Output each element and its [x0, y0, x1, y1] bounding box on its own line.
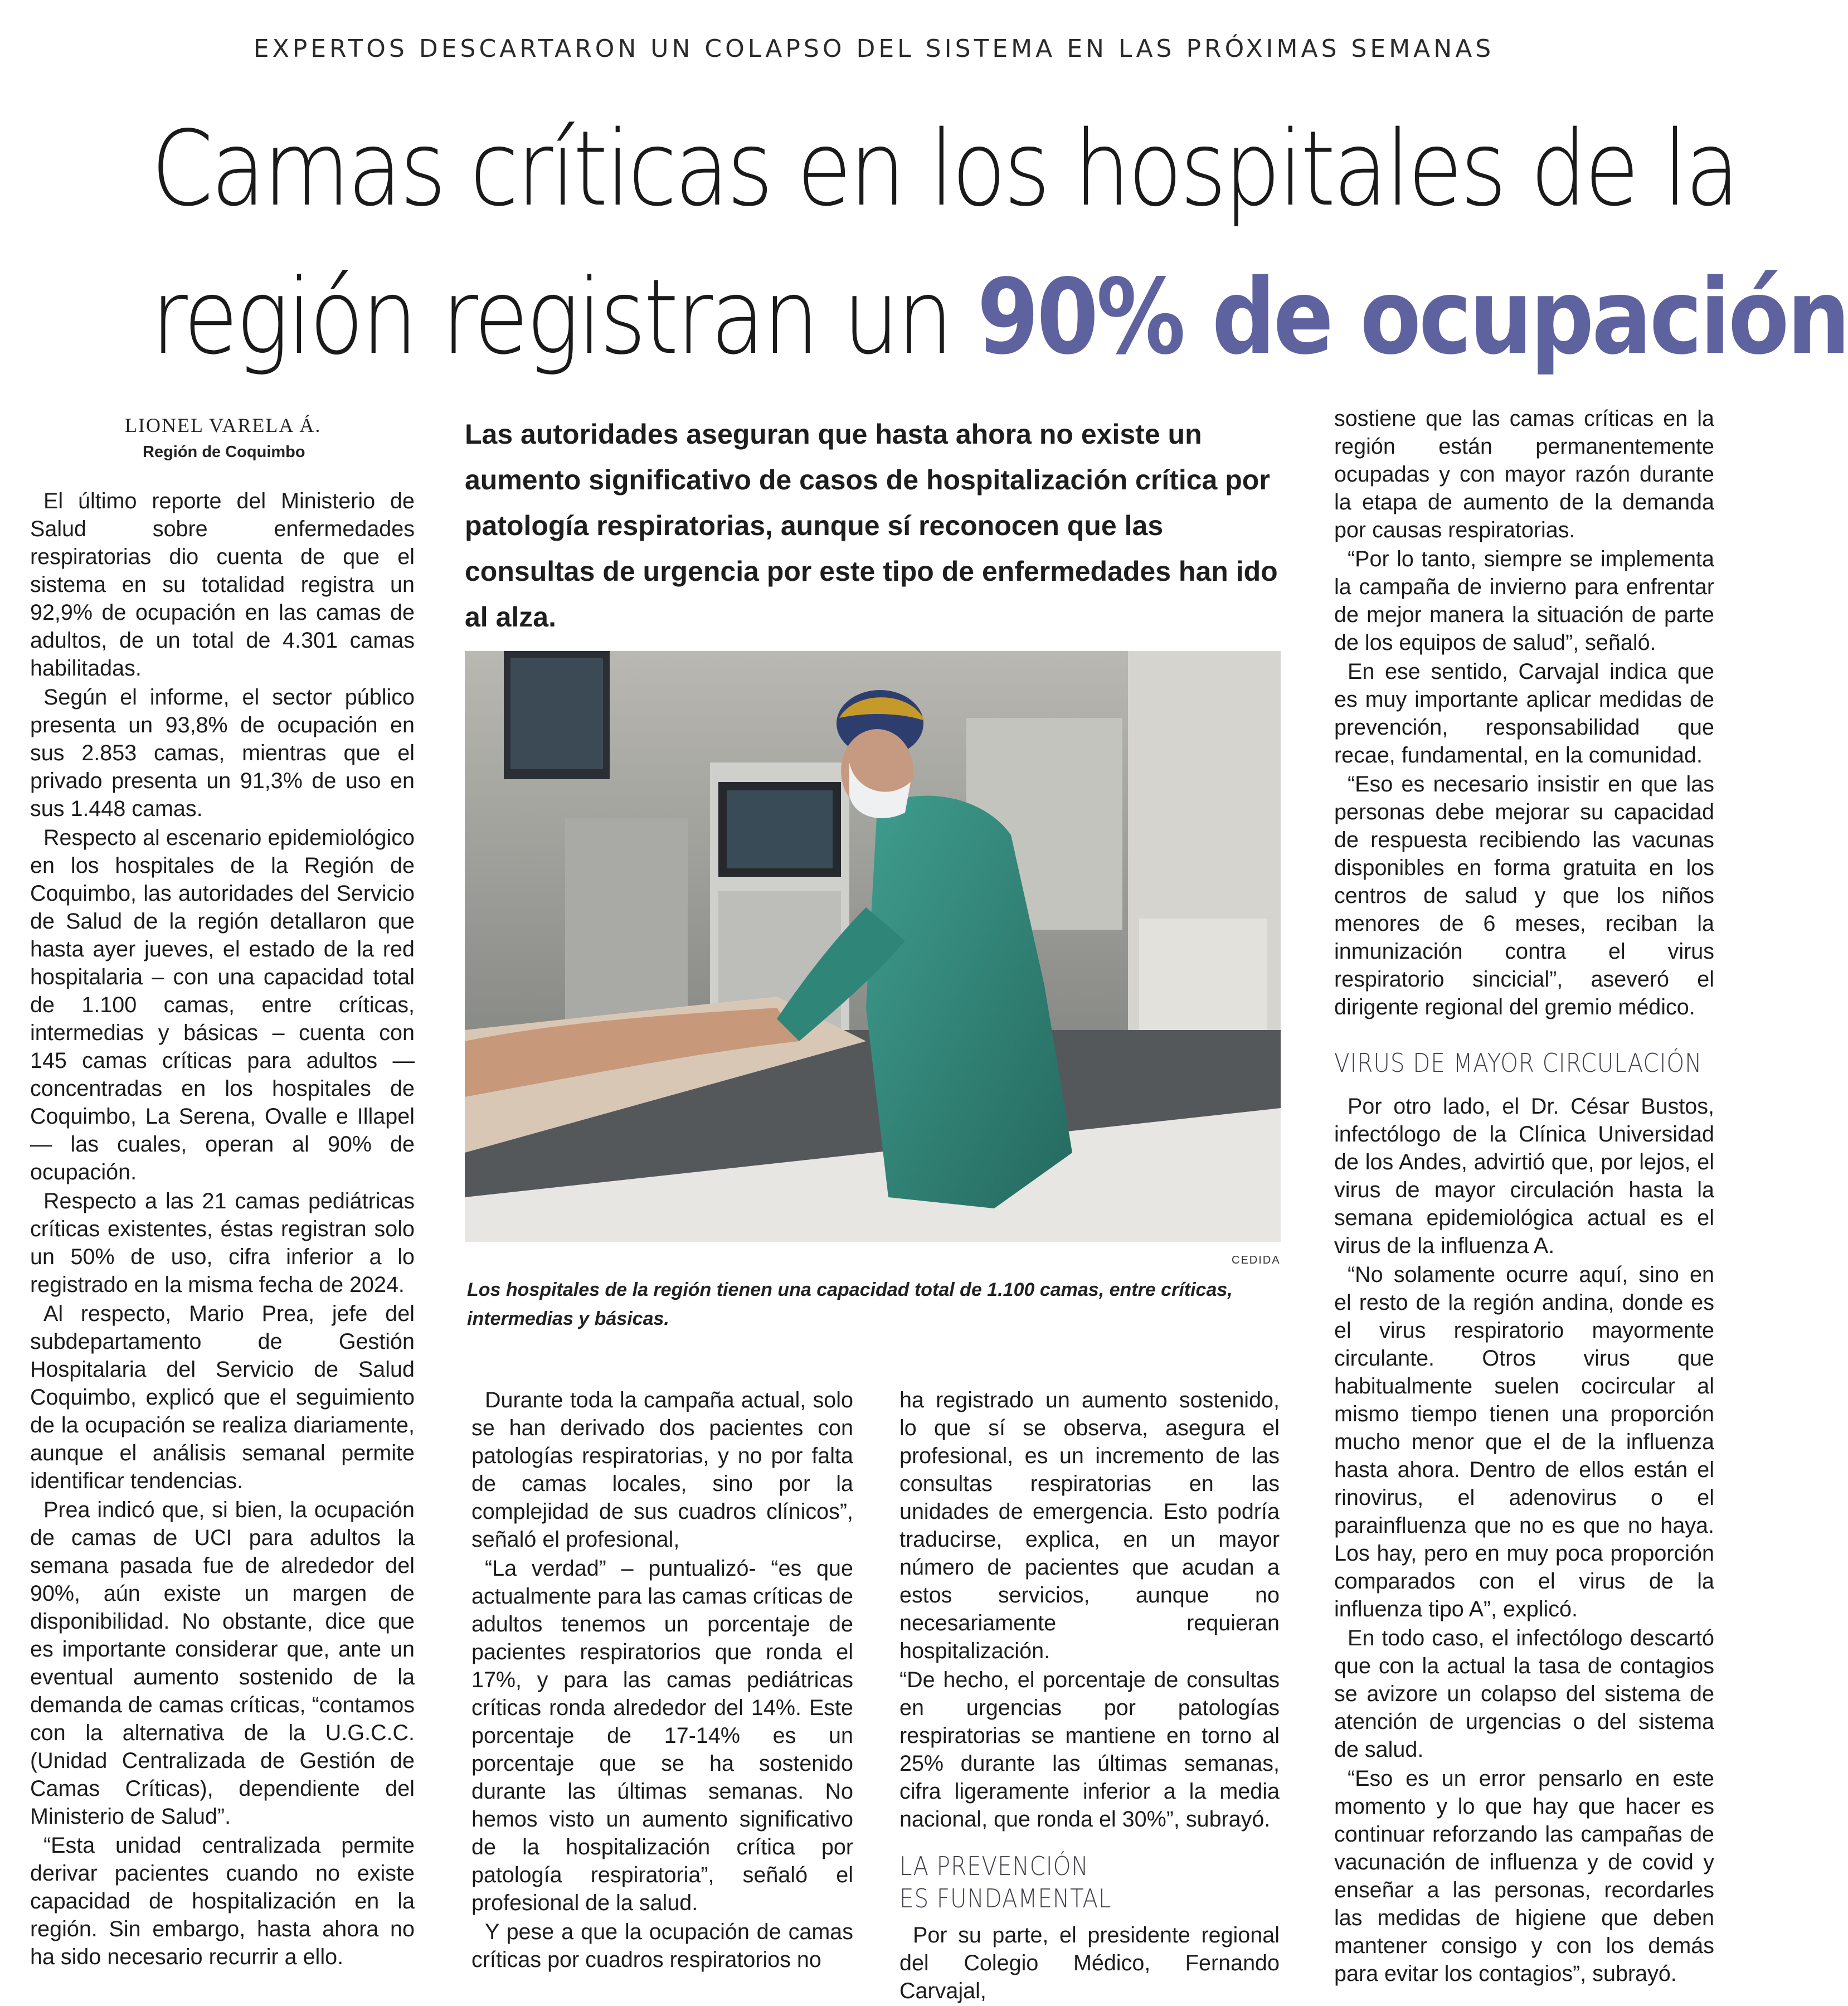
- paragraph: Durante toda la campaña actual, solo se han derivado dos pacientes con patologías respiratorias, y no por falta de camas locales, sino por la complejidad de sus cuadros clínicos”, señaló el profesional,: [471, 1388, 853, 1552]
- paragraph: Respecto a las 21 camas pediátricas críticas existentes, éstas registran solo un 50% de uso, cifra inferior a lo registrado en la misma fecha de 2024.: [30, 1189, 415, 1297]
- headline-line-1: Camas críticas en los hospitales de la: [151, 108, 1738, 229]
- paragraph: “Esta unidad centralizada permite derivar pacientes cuando no existe capacidad de hospitalización en la región. Sin embargo, hasta ahora no ha sido necesario recurrir a ello.: [30, 1833, 415, 1969]
- paragraph: Prea indicó que, si bien, la ocupación de camas de UCI para adultos la semana pasada fue de alrededor del 90%, aún existe un margen de disponibilidad. No obstante, dice que es importante considerar que, ante un eventual aumento sostenido de la demanda de camas críticas, “contamos con la alternativa de la U.G.C.C. (Unidad Centralizada de Gestión de Camas Críticas), dependiente del Ministerio de Salud”.: [30, 1498, 415, 1829]
- headline-highlight: 90% de ocupación: [977, 256, 1848, 377]
- paragraph: Y pese a que la ocupación de camas críticas por cuadros respiratorios no: [471, 1920, 853, 1972]
- article-column-1: [30, 487, 415, 1972]
- paragraph: En todo caso, el infectólogo descartó que con la actual la tasa de contagios se avizore un colapso del sistema de atención de urgencias o del sistema de salud.: [1334, 1626, 1714, 1762]
- subhead-line-2: ES FUNDAMENTAL: [899, 1883, 1112, 1913]
- subhead-prevencion: [899, 1850, 1234, 1915]
- paragraph: En ese sentido, Carvajal indica que es muy importante aplicar medidas de prevención, responsabilidad que recae, fundamental, en la comunidad.: [1334, 659, 1714, 768]
- paragraph: Respecto al escenario epidemiológico en los hospitales de la Región de Coquimbo, las autoridades del Servicio de Salud de la región detallaron que hasta ayer jueves, el estado de la red hospitalaria – con una capacidad total de 1.100 camas, entre críticas, intermedias y básicas – cuenta con 145 camas críticas para adultos —concentradas en los hospitales de Coquimbo, La Serena, Ovalle e Illapel— las cuales, operan al 90% de ocupación.: [30, 825, 415, 1184]
- photo-illustration: [465, 651, 1281, 1242]
- byline-author: LIONEL VARELA Á.: [125, 414, 322, 436]
- paragraph: “La verdad” – puntualizó- “es que actualmente para las camas críticas de adultos tenemos un porcentaje de pacientes respiratorios que ronda el 17%, y para las camas pediátricas críticas ronda alrededor del 14%. Este porcentaje de 17-14% es un porcentaje que se ha sostenido durante las últimas semanas. No hemos visto un aumento significativo de la hospitalización crítica por patología respiratoria”, señaló el profesional de la salud.: [471, 1556, 853, 1915]
- paragraph: “No solamente ocurre aquí, sino en el resto de la región andina, donde es el virus respiratorio mayormente circulante. Otros virus que habitualmente suelen cocircular al mismo tiempo tienen una proporción mucho menor que el de la influenza hasta ahora. Dentro de ellos están el rinovirus, el adenovirus o el parainfluenza que no es que no haya. Los hay, pero en muy poca proporción comparados con el virus de la influenza tipo A”, explicó.: [1334, 1262, 1714, 1621]
- paragraph: El último reporte del Ministerio de Salud sobre enfermedades respiratorias dio cuenta de que el sistema en su totalidad registra un 92,9% de ocupación en las camas de adultos, de un total de 4.301 camas habilitadas.: [30, 489, 415, 681]
- subhead-line-1: LA PREVENCIÓN: [899, 1851, 1089, 1881]
- paragraph: Por otro lado, el Dr. César Bustos, infectólogo de la Clínica Universidad de los Andes, advirtió que, por lejos, el virus de mayor circulación hasta la semana epidemiológica actual es el virus de la influenza A.: [1334, 1094, 1714, 1258]
- paragraph: “De hecho, el porcentaje de consultas en urgencias por patologías respiratorias se mantiene en torno al 25% durante las últimas semanas, cifra ligeramente inferior a la media nacional, que ronda el 30%”, subrayó.: [899, 1668, 1280, 1832]
- article-photo: [465, 651, 1281, 1242]
- article-deck: Las autoridades aseguran que hasta ahora no existe un aumento significativo de casos de hospitalización crítica por patología respiratorias, aunque sí reconocen que las consultas de urgencia por este tipo de enfermedades han ido al alza.: [465, 419, 1278, 633]
- paragraph: ha registrado un aumento sostenido, lo que sí se observa, asegura el profesional, es un incremento de las consultas respiratorias en las unidades de emergencia. Esto podría traducirse, explica, en un mayor número de pacientes que acudan a estos servicios, aunque no necesariamente requieran hospitalización.: [899, 1388, 1280, 1663]
- article-column-4: [1334, 405, 1714, 1989]
- article-column-3: [899, 1386, 1280, 2006]
- headline: [151, 95, 1848, 391]
- paragraph: “Eso es un error pensarlo en este momento y lo que hay que hacer es continuar reforzando las campañas de vacunación de influenza y de covid y enseñar a las personas, recordarles las medidas de higiene que deben mantener consigo y con los demás para evitar los contagios”, subrayó.: [1334, 1766, 1714, 1986]
- byline-location: Región de Coquimbo: [143, 443, 305, 461]
- headline-line-2: región registran un: [151, 256, 978, 377]
- paragraph: “Por lo tanto, siempre se implementa la campaña de invierno para enfrentar de mejor manera la situación de parte de los equipos de salud”, señaló.: [1334, 547, 1714, 655]
- kicker: EXPERTOS DESCARTARON UN COLAPSO DEL SISTEMA EN LAS PRÓXIMAS SEMANAS: [253, 35, 1495, 63]
- photo-credit: CEDIDA: [1232, 1254, 1281, 1266]
- article-column-2: [471, 1386, 853, 1975]
- paragraph: Por su parte, el presidente regional del Colegio Médico, Fernando Carvajal,: [899, 1923, 1280, 2003]
- paragraph: Al respecto, Mario Prea, jefe del subdepartamento de Gestión Hospitalaria del Servicio de Salud Coquimbo, explicó que el seguimiento de la ocupación se realiza diariamente, aunque el análisis semanal permite identificar tendencias.: [30, 1301, 415, 1493]
- paragraph: sostiene que las camas críticas en la región están permanentemente ocupadas y con mayor razón durante la etapa de aumento de la demanda por causas respiratorias.: [1334, 406, 1714, 542]
- photo-caption: Los hospitales de la región tienen una capacidad total de 1.100 camas, entre críticas, intermedias y básicas.: [467, 1279, 1233, 1329]
- paragraph: Según el informe, el sector público presenta un 93,8% de ocupación en sus 2.853 camas, mientras que el privado presenta un 91,3% de uso en sus 1.448 camas.: [30, 685, 415, 821]
- paragraph: “Eso es necesario insistir en que las personas debe mejorar su capacidad de respuesta recibiendo las vacunas disponibles en forma gratuita en los centros de salud y que los niños menores de 6 meses, reciban la inmunización contra el virus respiratorio sincicial”, aseveró el dirigente regional del gremio médico.: [1334, 772, 1714, 1019]
- subhead-virus: VIRUS DE MAYOR CIRCULACIÓN: [1334, 1048, 1703, 1078]
